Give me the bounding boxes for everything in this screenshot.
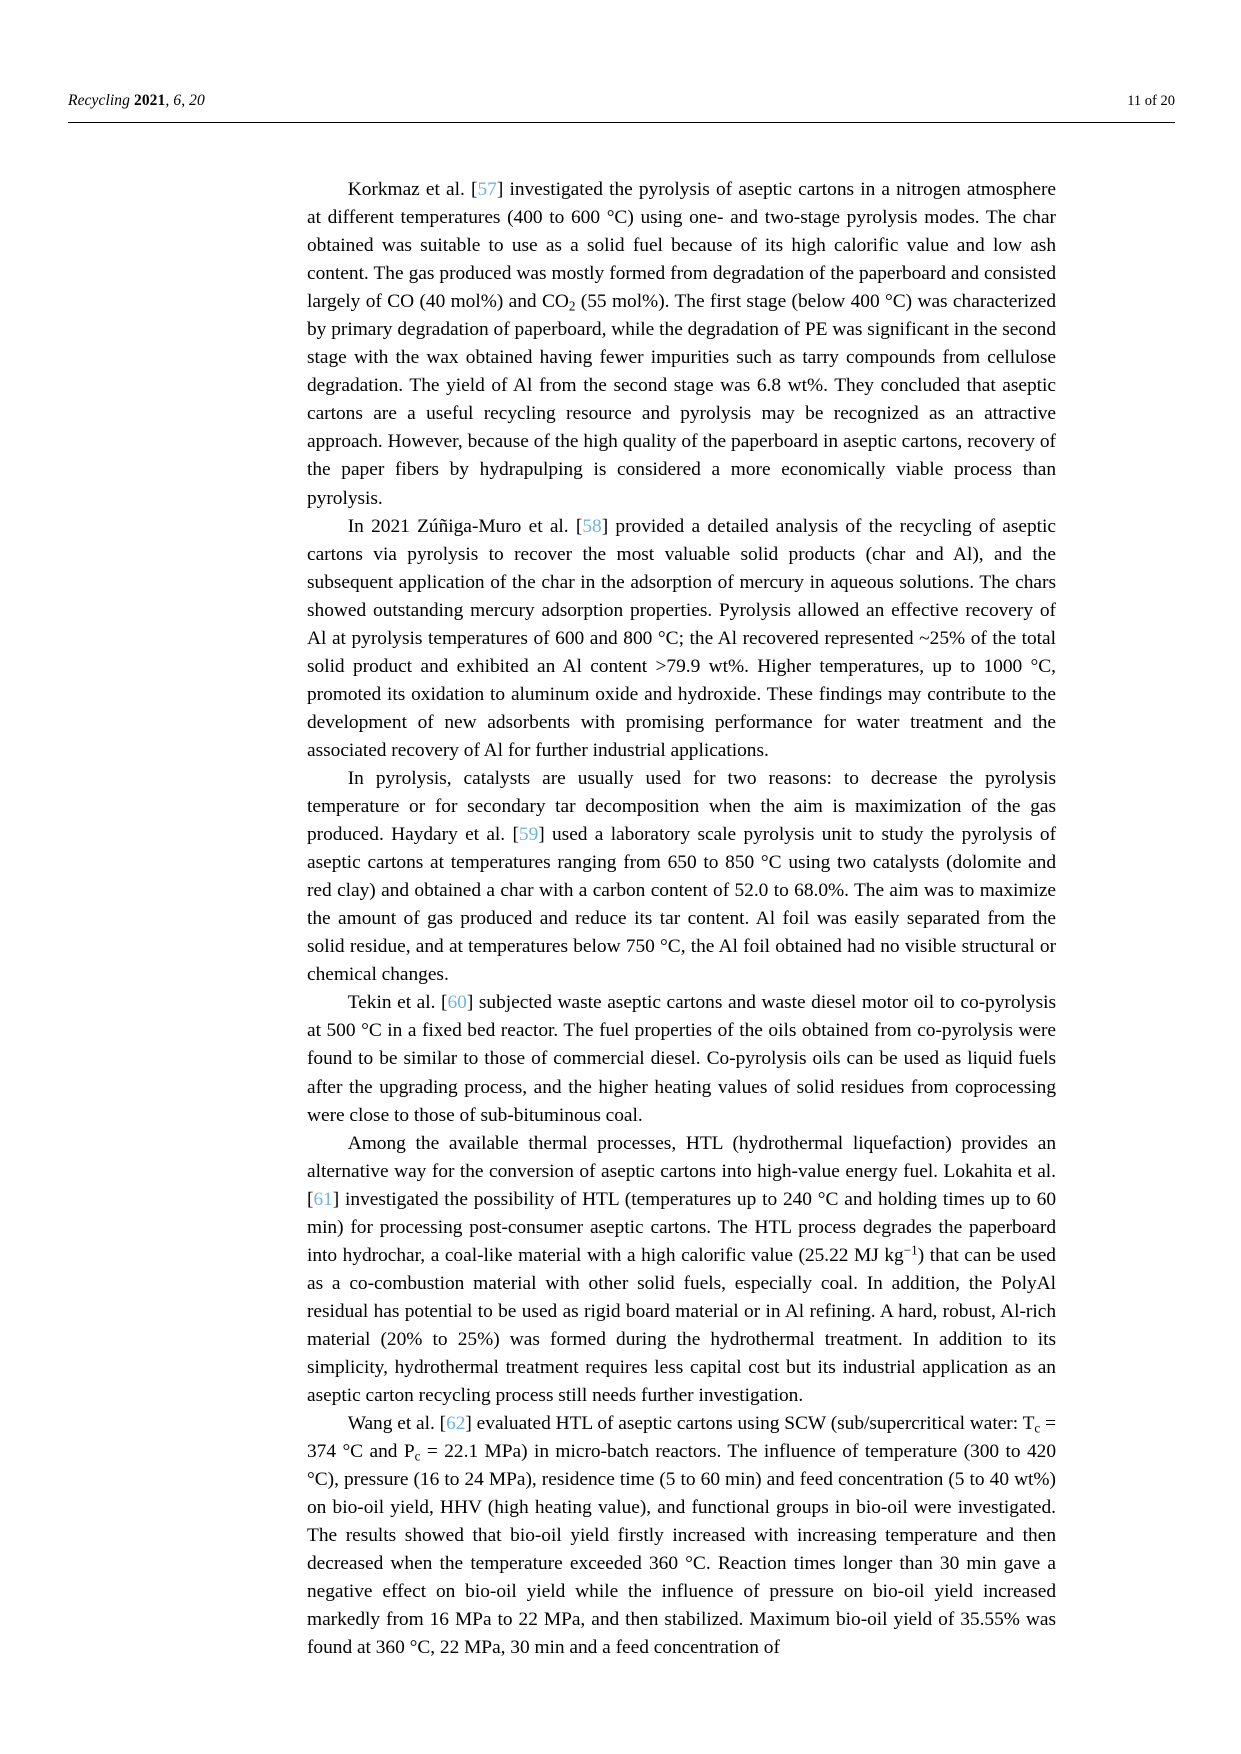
journal-issue: , 6, 20 xyxy=(165,92,205,109)
p6-subscript-pc: c xyxy=(414,1448,421,1464)
p1-segment-3: (55 mol%). The first stage (below 400 °C) was characterized by primary degradation of paperboard, while the degradation of PE was significant in the second stage with the wax obtained having fewer impurities such as tarry compounds from cellulose degradation. The yield of Al from the second stage was 6.8 wt%. They concluded that aseptic cartons are a useful recycling resource and pyrolysis may be recognized as an attractive approach. However, because of the high quality of the paperboard in aseptic cartons, recovery of the paper fibers by hydrapulping is considered a more economically viable process than pyrolysis. xyxy=(307,291,1056,509)
p1-subscript-co2: 2 xyxy=(568,298,576,314)
p1-segment-2: ] investigated the pyrolysis of aseptic cartons in a nitrogen atmosphere at different temperatures (400 to 600 °C) using one- and two-stage pyrolysis modes. The char obtained was suitable to use as a solid fuel because of its high calorific value and low ash content. The gas produced was mostly formed from degradation of the paperboard and consisted largely of CO (40 mol%) and CO xyxy=(307,179,1057,313)
p4-segment-1: Tekin et al. [ xyxy=(347,992,448,1014)
p6-subscript-tc: c xyxy=(1034,1420,1041,1436)
p2-segment-1: In 2021 Zúñiga-Muro et al. [ xyxy=(347,515,583,537)
citation-link-62[interactable]: 62 xyxy=(446,1413,466,1435)
citation-link-60[interactable]: 60 xyxy=(447,992,467,1014)
citation-link-59[interactable]: 59 xyxy=(518,824,539,846)
header-rule xyxy=(68,122,1175,123)
journal-name: Recycling xyxy=(68,92,130,109)
paragraph-zuniga-muro xyxy=(307,513,1056,765)
p5-segment-1: Among the available thermal processes, HTL (hydrothermal liquefaction) provides an alternative way for the conversion of aseptic cartons into high-value energy fuel. Lokahita et al. [ xyxy=(307,1132,1056,1210)
p3-segment-1: In pyrolysis, catalysts are usually used for two reasons: to decrease the pyrolysis temperature or for secondary tar decomposition when the aim is maximization of the gas produced. Haydary et al. [ xyxy=(307,767,1056,846)
p4-segment-2: ] subjected waste aseptic cartons and waste diesel motor oil to co-pyrolysis at 500 °C in a fixed bed reactor. The fuel properties of the oils obtained from co-pyrolysis were found to be similar to those of commercial diesel. Co-pyrolysis oils can be used as liquid fuels after the upgrading process, and the higher heating values of solid residues from coprocessing were close to those of sub-bituminous coal. xyxy=(307,992,1056,1126)
citation-link-58[interactable]: 58 xyxy=(582,515,602,537)
p1-segment-1: Korkmaz et al. [ xyxy=(347,179,478,200)
paragraph-tekin xyxy=(307,989,1056,1129)
citation-link-61[interactable]: 61 xyxy=(313,1188,333,1210)
journal-volume: 2021 xyxy=(133,92,166,109)
p6-segment-4: = 22.1 MPa) in micro-batch reactors. The influence of temperature (300 to 420 °C), pressure (16 to 24 MPa), residence time (5 to 60 min) and feed concentration (5 to 40 wt%) on bio-oil yield, HHV (high heating value), and functional groups in bio-oil were investigated. The results showed that bio-oil yield firstly increased with increasing temperature and then decreased when the temperature exceeded 360 °C. Reaction times longer than 30 min gave a negative effect on bio-oil yield while the influence of pressure on bio-oil yield increased markedly from 16 MPa to 22 MPa, and then stabilized. Maximum bio-oil yield of 35.55% was found at 360 °C, 22 MPa, 30 min and a feed concentration of xyxy=(307,1441,1057,1659)
p6-segment-3: = 374 °C and P xyxy=(307,1413,1056,1463)
p5-superscript-exponent: −1 xyxy=(903,1242,918,1258)
p6-segment-2: ] evaluated HTL of aseptic cartons using SCW (sub/supercritical water: T xyxy=(465,1413,1035,1435)
body-text-column xyxy=(307,176,1056,1662)
citation-link-57[interactable]: 57 xyxy=(477,179,497,200)
p2-segment-2: ] provided a detailed analysis of the recycling of aseptic cartons via pyrolysis to recover the most valuable solid products (char and Al), and the subsequent application of the char in the adsorption of mercury in aqueous solutions. The chars showed outstanding mercury adsorption properties. Pyrolysis allowed an effective recovery of Al at pyrolysis temperatures of 600 and 800 °C; the Al recovered represented ~25% of the total solid product and exhibited an Al content >79.9 wt%. Higher temperatures, up to 1000 °C, promoted its oxidation to aluminum oxide and hydroxide. These findings may contribute to the development of new adsorbents with promising performance for water treatment and the associated recovery of Al for further industrial applications. xyxy=(307,515,1056,761)
paragraph-lokahita xyxy=(307,1130,1056,1410)
p3-segment-2: ] used a laboratory scale pyrolysis unit to study the pyrolysis of aseptic cartons at temperatures ranging from 650 to 850 °C using two catalysts (dolomite and red clay) and obtained a char with a carbon content of 52.0 to 68.0%. The aim was to maximize the amount of gas produced and reduce its tar content. Al foil was easily separated from the solid residue, and at temperatures below 750 °C, the Al foil obtained had no visible structural or chemical changes. xyxy=(307,824,1057,986)
paragraph-wang xyxy=(307,1410,1056,1662)
page-indicator: 11 of 20 xyxy=(1127,93,1175,109)
p6-segment-1: Wang et al. [ xyxy=(347,1413,447,1435)
p5-segment-3: ) that can be used as a co-combustion material with other solid fuels, especially coal. In addition, the PolyAl residual has potential to be used as rigid board material or in Al refining. A hard, robust, Al-rich material (20% to 25%) was formed during the hydrothermal treatment. In addition to its simplicity, hydrothermal treatment requires less capital cost but its industrial application as an aseptic carton recycling process still needs further investigation. xyxy=(307,1244,1056,1407)
paragraph-korkmaz xyxy=(307,176,1056,513)
p5-segment-2: ] investigated the possibility of HTL (temperatures up to 240 °C and holding times up to 60 min) for processing post-consumer aseptic cartons. The HTL process degrades the paperboard into hydrochar, a coal-like material with a high calorific value (25.22 MJ kg xyxy=(307,1188,1056,1266)
paragraph-haydary xyxy=(307,765,1056,989)
running-head xyxy=(68,92,1175,110)
journal-citation xyxy=(68,92,205,109)
